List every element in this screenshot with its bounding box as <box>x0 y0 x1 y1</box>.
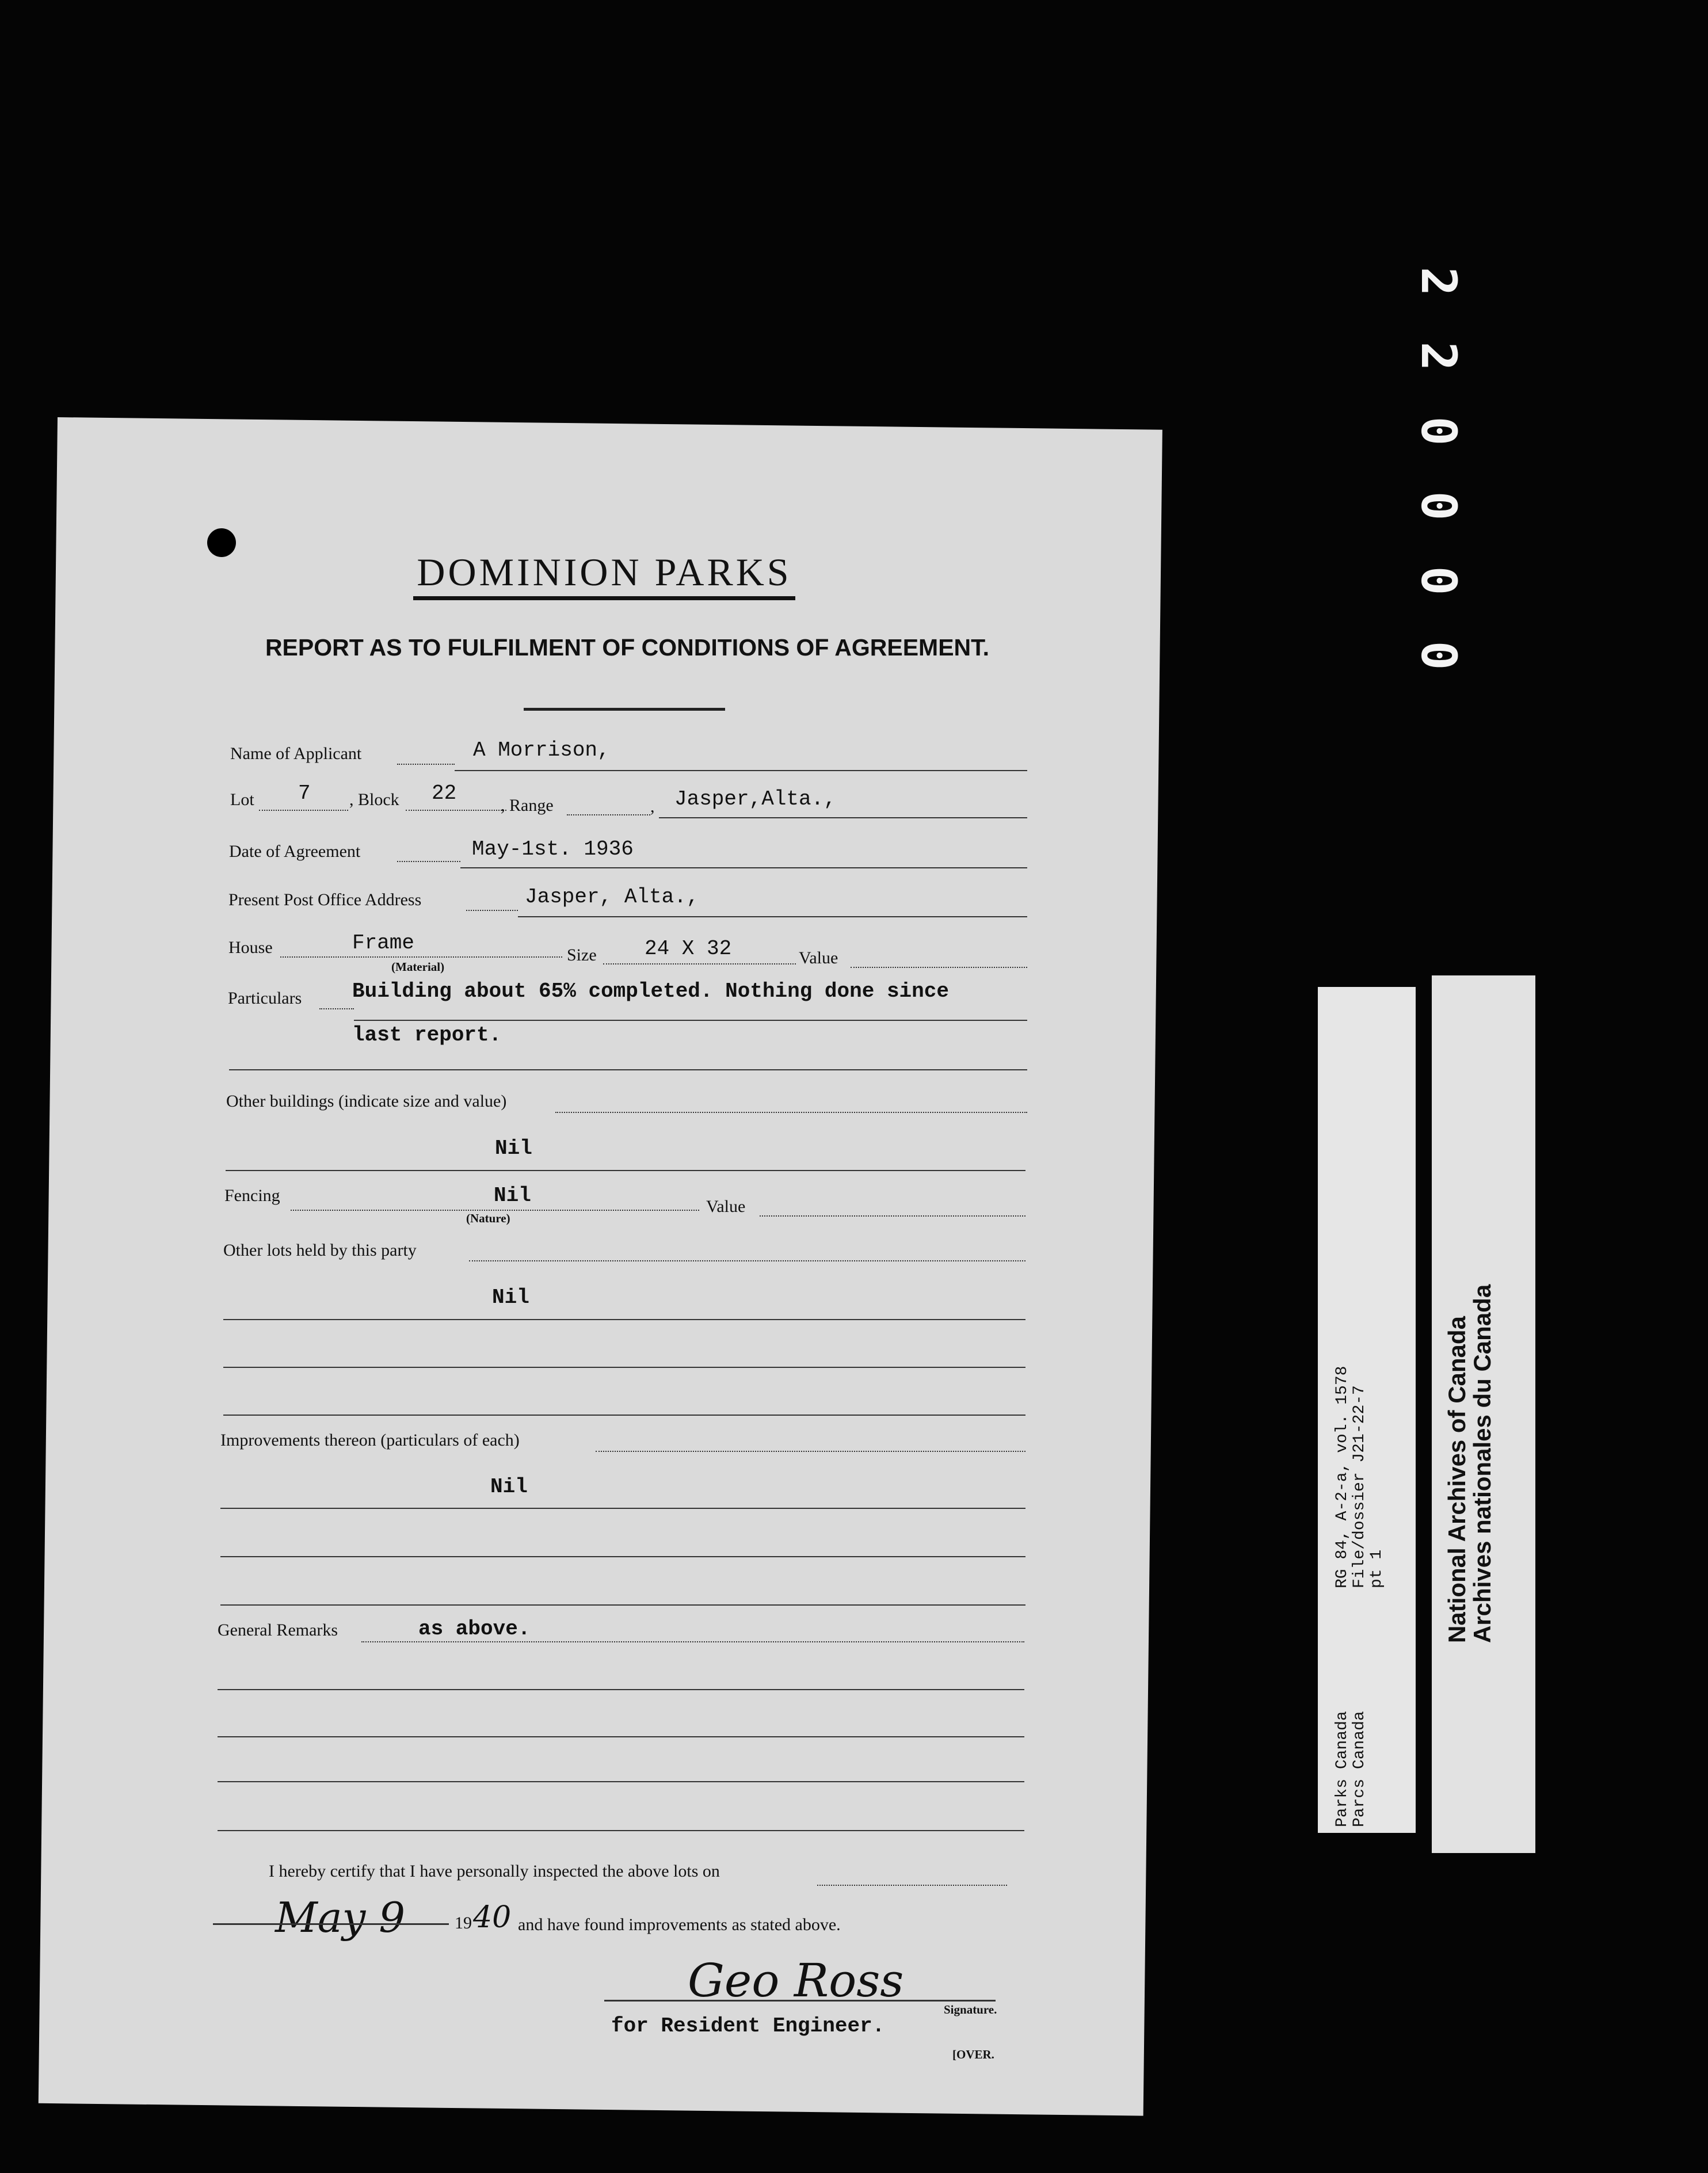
applicant-label: Name of Applicant <box>230 744 362 763</box>
particulars-label: Particulars <box>228 989 302 1008</box>
other-buildings-line-1 <box>555 1112 1027 1113</box>
range-value-line <box>659 817 1027 818</box>
title-divider <box>524 708 725 711</box>
archive-name-en: National Archives of Canada <box>1443 1316 1470 1643</box>
remarks-line-3 <box>218 1736 1024 1737</box>
archive-name-fr: Archives nationales du Canada <box>1469 1284 1496 1643</box>
archive-reference <box>1334 1013 1386 1588</box>
over-label: [OVER. <box>952 2048 994 2061</box>
house-value-line <box>851 967 1027 968</box>
signer-title: for Resident Engineer. <box>611 2014 885 2038</box>
applicant-dotline <box>397 764 455 765</box>
range-line <box>567 814 650 815</box>
block-line <box>406 810 506 811</box>
improvements-label: Improvements thereon (particulars of each) <box>220 1431 520 1450</box>
improvements-line-4 <box>220 1604 1025 1606</box>
department-name <box>1334 1654 1368 1827</box>
agreement-date-dotline <box>397 861 460 862</box>
fencing-value: Nil <box>494 1184 531 1207</box>
remarks-label: General Remarks <box>218 1621 338 1640</box>
improvements-line-3 <box>220 1556 1025 1557</box>
house-label: House <box>228 938 273 957</box>
house-value-label: Value <box>799 948 838 967</box>
certify-text: I hereby certify that I have personally inspected the above lots on <box>269 1862 720 1881</box>
post-office-label: Present Post Office Address <box>228 890 422 909</box>
remarks-line-2 <box>218 1689 1024 1690</box>
remarks-line-5 <box>218 1830 1024 1831</box>
size-label: Size <box>567 946 597 964</box>
other-lots-line-4 <box>223 1415 1025 1416</box>
year-handwritten: 40 <box>473 1900 512 1935</box>
applicant-value: A Morrison, <box>473 738 610 762</box>
department-en: Parks Canada <box>1333 1711 1351 1827</box>
improvements-value: Nil <box>490 1475 528 1499</box>
improvements-line-2 <box>220 1508 1025 1509</box>
block-label: , Block <box>349 790 399 809</box>
applicant-line <box>455 770 1027 771</box>
post-office-value: Jasper, Alta., <box>525 885 699 909</box>
house-material-line <box>280 956 562 958</box>
page-number-digit: 0 <box>1410 416 1467 446</box>
size-value: 24 X 32 <box>645 937 732 960</box>
agreement-date-label: Date of Agreement <box>229 842 361 861</box>
fencing-value-line <box>760 1215 1025 1217</box>
nature-caption: (Nature) <box>466 1211 510 1225</box>
particulars-dotline <box>319 1008 354 1009</box>
particulars-text-2: last report. <box>352 1023 502 1047</box>
particulars-line-1 <box>354 1020 1027 1021</box>
reference-line-1: RG 84, A-2-a, vol. 1578 <box>1333 1366 1351 1588</box>
improvements-line-1 <box>596 1451 1025 1452</box>
remarks-line-4 <box>218 1781 1024 1782</box>
fencing-value-label: Value <box>706 1197 746 1216</box>
archive-name-label <box>1432 975 1535 1853</box>
certify-text-2: and have found improvements as stated above. <box>518 1915 841 1934</box>
archive-name <box>1444 1217 1495 1643</box>
page-number-digit: 0 <box>1410 491 1467 521</box>
reference-line-3: pt 1 <box>1368 1549 1386 1588</box>
remarks-value: as above. <box>418 1617 531 1641</box>
archive-reference-label <box>1318 987 1416 1833</box>
page-number <box>1404 224 1473 673</box>
inspection-date-line <box>213 1923 449 1925</box>
house-material-value: Frame <box>352 931 415 955</box>
form-subtitle: REPORT AS TO FULFILMENT OF CONDITIONS OF AGREEMENT. <box>265 634 990 661</box>
page-number-digit: 2 <box>1410 341 1467 371</box>
other-lots-line-2 <box>223 1319 1025 1320</box>
range-value: Jasper,Alta., <box>674 787 836 811</box>
size-line <box>603 963 796 964</box>
other-lots-line-3 <box>223 1367 1025 1368</box>
particulars-text-1: Building about 65% completed. Nothing done since <box>352 979 949 1003</box>
fencing-label: Fencing <box>224 1186 280 1205</box>
other-buildings-line-2 <box>226 1170 1025 1171</box>
signature-caption: Signature. <box>944 2003 997 2016</box>
agreement-date-value: May-1st. 1936 <box>472 837 634 861</box>
remarks-line-1 <box>361 1641 1024 1642</box>
other-lots-line-1 <box>469 1260 1025 1261</box>
block-value: 22 <box>432 781 457 805</box>
lot-value: 7 <box>298 781 311 805</box>
agreement-date-line <box>460 867 1027 868</box>
signature-line <box>604 2000 996 2002</box>
other-buildings-value: Nil <box>495 1137 532 1160</box>
other-lots-value: Nil <box>492 1286 529 1309</box>
lot-label: Lot <box>230 790 254 809</box>
material-caption: (Material) <box>391 960 445 974</box>
fencing-line <box>291 1210 699 1211</box>
range-separator: , <box>650 797 655 816</box>
inspection-date-handwritten: May 9 <box>275 1893 406 1942</box>
form-title: DOMINION PARKS <box>0 550 1208 595</box>
page-number-digit: 0 <box>1410 641 1467 670</box>
page-number-digit: 2 <box>1410 266 1467 296</box>
post-office-line <box>518 916 1027 917</box>
form-paper <box>39 417 1162 2116</box>
page-number-digit: 0 <box>1410 566 1467 596</box>
other-lots-label: Other lots held by this party <box>223 1241 417 1260</box>
signature-handwritten: Geo Ross <box>688 1954 904 2007</box>
particulars-line-2 <box>229 1069 1027 1070</box>
reference-line-2: File/dossier J21-22-7 <box>1351 1385 1368 1588</box>
post-office-dotline <box>466 910 518 911</box>
range-label: , Range <box>501 796 554 815</box>
certify-date-line <box>817 1885 1007 1886</box>
department-fr: Parcs Canada <box>1351 1711 1368 1827</box>
year-prefix: 19 <box>455 1913 472 1932</box>
lot-line <box>259 810 348 811</box>
other-buildings-label: Other buildings (indicate size and value) <box>226 1092 507 1111</box>
